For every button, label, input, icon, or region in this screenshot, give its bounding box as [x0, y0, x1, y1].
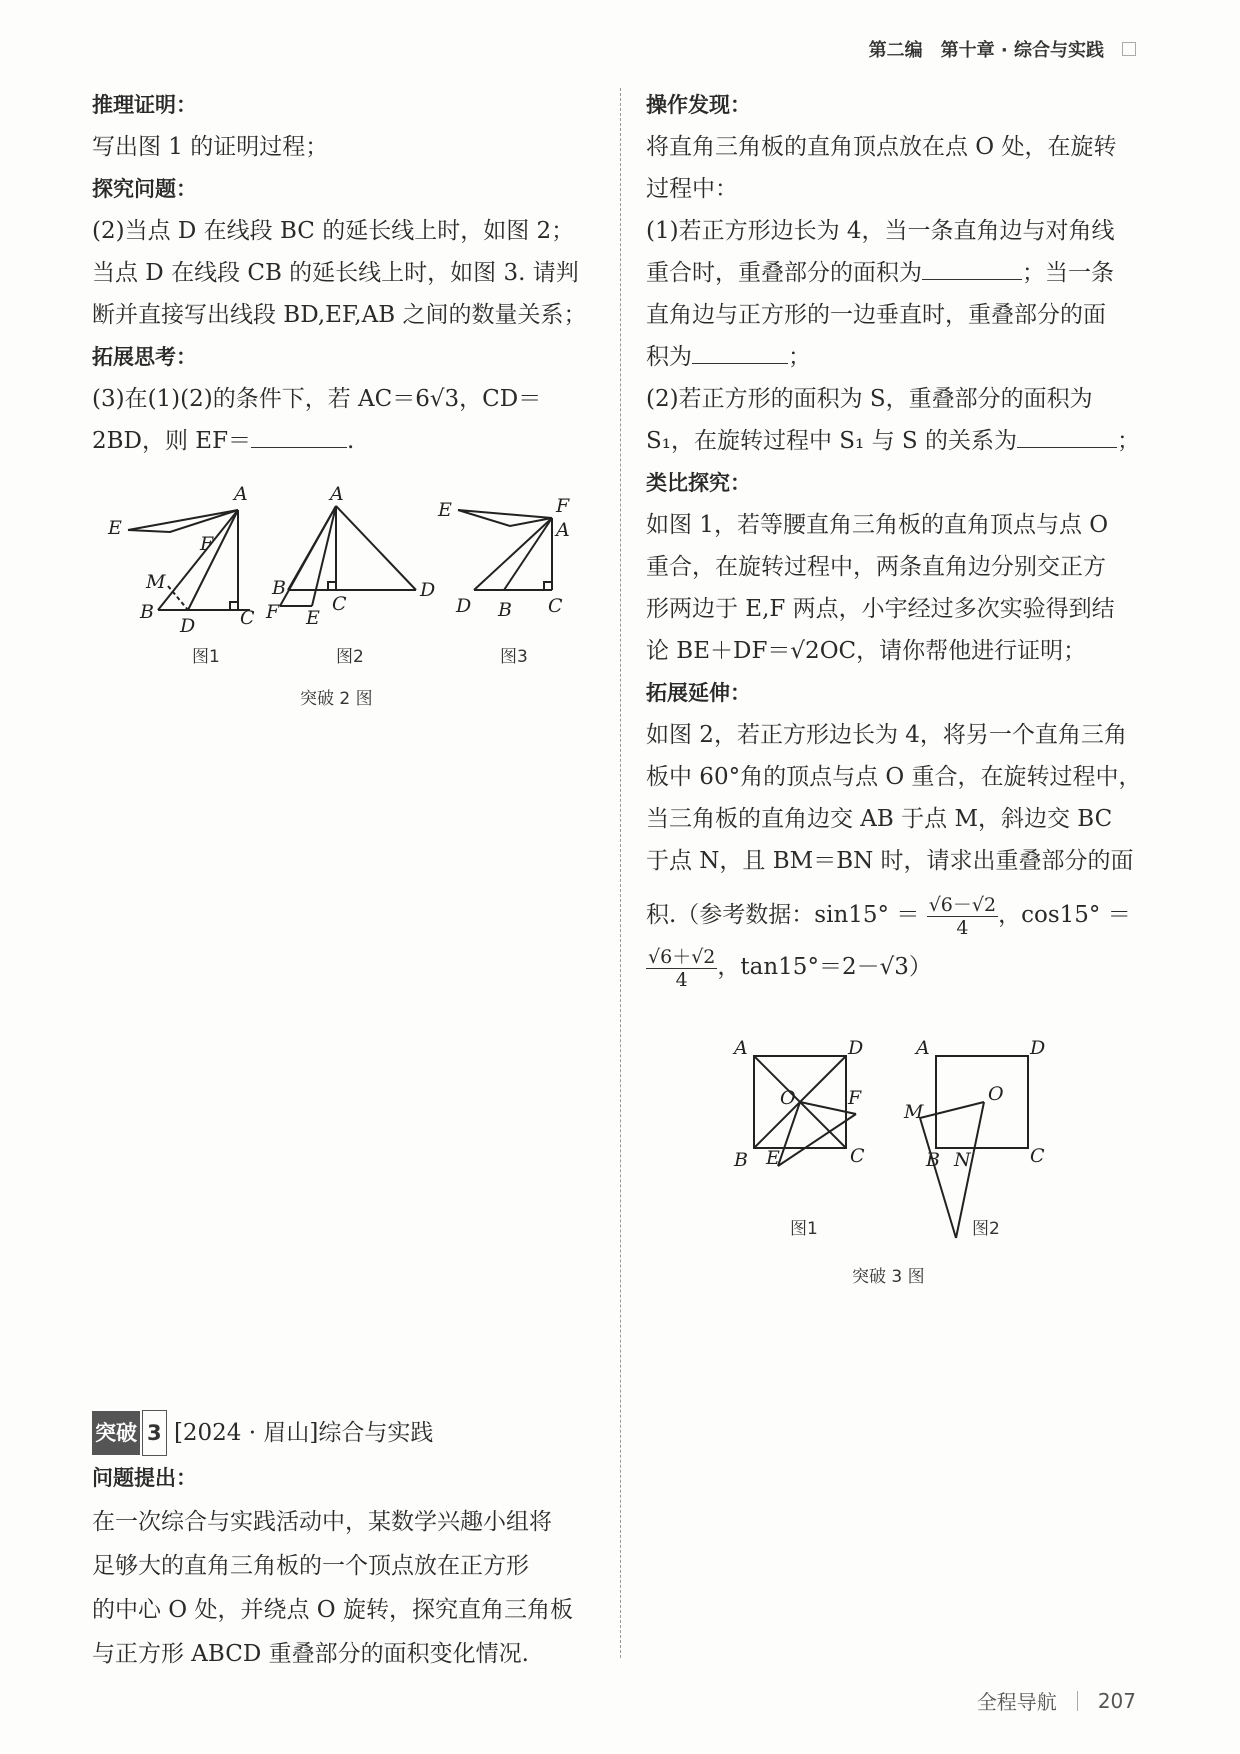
chapter-label: 第十章 · 综合与实践 — [940, 40, 1104, 61]
column-divider — [620, 88, 621, 1658]
q2-line2-a: S₁，在旋转过程中 S₁ 与 S 的关系为 — [646, 428, 1017, 454]
cos15-fraction — [646, 946, 717, 991]
text-q3-line1: (3)在(1)(2)的条件下，若 AC＝6√3，CD＝ — [92, 386, 542, 412]
cos15-numerator: √6＋√2 — [648, 945, 716, 968]
heading-proof: 推理证明： — [92, 93, 197, 117]
heading-extend: 拓展思考： — [92, 345, 197, 369]
f1-label-A: A — [734, 1040, 748, 1059]
sin15-fraction — [927, 894, 998, 939]
f2-label-D: D — [1030, 1040, 1046, 1059]
f2-line-MO — [920, 1102, 984, 1118]
fig1-label-F: F — [200, 533, 214, 555]
f1-label-O: O — [780, 1087, 796, 1109]
sec3-line1: 在一次综合与实践活动中，某数学兴趣小组将 — [92, 1509, 552, 1535]
q1-line2 — [646, 252, 1148, 294]
fig3-triangle-top — [458, 510, 552, 526]
fig3-label-E: E — [438, 499, 452, 521]
f2-caption: 图2 — [972, 1219, 1000, 1239]
fig1-line-AB — [158, 510, 238, 610]
fig2-label-D: D — [420, 579, 436, 601]
fig2-caption: 图2 — [336, 647, 364, 667]
fig3-label-F: F — [556, 495, 570, 517]
text-q3-end: . — [347, 428, 355, 454]
header-mark-icon — [1122, 42, 1136, 56]
ex-line1: 如图 2，若正方形边长为 4，将另一个直角三角 — [646, 722, 1127, 748]
fig3-label-C: C — [548, 595, 563, 617]
op-line2: 过程中： — [646, 176, 738, 202]
right-column — [646, 84, 1148, 994]
fig1-line-AD — [188, 510, 238, 610]
text-q2-line2: 当点 D 在线段 CB 的延长线上时，如图 3. 请判 — [92, 260, 579, 286]
f2-label-O: O — [988, 1083, 1004, 1105]
q2-line1: (2)若正方形的面积为 S，重叠部分的面积为 — [646, 386, 1093, 412]
sec3-line4: 与正方形 ABCD 重叠部分的面积变化情况. — [92, 1641, 529, 1667]
f2-label-M: M — [904, 1101, 924, 1123]
page-header — [869, 36, 1136, 62]
q1-line3: 直角边与正方形的一边垂直时，重叠部分的面 — [646, 302, 1106, 328]
fig2-labels — [265, 483, 435, 629]
an-line4: 论 BE＋DF＝√2OC，请你帮他进行证明； — [646, 638, 1087, 664]
fig1-label-M: M — [146, 571, 166, 593]
fig2-label-F: F — [266, 601, 280, 623]
left-column — [92, 84, 598, 462]
sin15-denominator: 4 — [956, 916, 969, 939]
sec3-title-line — [92, 1410, 602, 1456]
heading-extension: 拓展延伸： — [646, 681, 751, 705]
f1-label-D: D — [848, 1040, 864, 1059]
figure-breakthrough-3 — [730, 1040, 1070, 1260]
f2-line-hyp — [920, 1118, 956, 1238]
answer-blank-1[interactable] — [922, 257, 1022, 280]
q2-line2 — [646, 420, 1148, 462]
an-line3: 形两边于 E,F 两点，小宇经过多次实验得到结 — [646, 596, 1115, 622]
f2-label-N: N — [954, 1149, 971, 1171]
page-number: 207 — [1097, 1688, 1136, 1713]
heading-operation: 操作发现： — [646, 93, 751, 117]
answer-blank-2[interactable] — [692, 341, 788, 364]
fig1-triangle-top — [128, 510, 238, 532]
figure-title-3: 突破 3 图 — [852, 1267, 925, 1287]
fig1-caption: 图1 — [192, 647, 220, 667]
fig1-right-angle — [230, 602, 238, 610]
f1-label-E: E — [766, 1147, 780, 1169]
answer-blank[interactable] — [251, 425, 347, 448]
f2-label-A: A — [916, 1040, 930, 1059]
ex-line6-b: ，tan15°＝2－√3） — [717, 954, 932, 980]
q2-line2-b: ； — [1116, 428, 1140, 454]
an-line1: 如图 1，若等腰直角三角板的直角顶点与点 O — [646, 512, 1109, 538]
text-q2-line1: (2)当点 D 在线段 BC 的延长线上时，如图 2； — [92, 218, 575, 244]
fig3-label-D: D — [456, 595, 472, 617]
sec3-line2: 足够大的直角三角板的一个顶点放在正方形 — [92, 1553, 529, 1579]
fig2-right-angle — [328, 582, 336, 590]
figure-breakthrough-2-fig3 — [430, 482, 610, 682]
answer-blank-3[interactable] — [1017, 425, 1117, 448]
heading-explore: 探究问题： — [92, 177, 197, 201]
an-line2: 重合，在旋转过程中，两条直角边分别交正方 — [646, 554, 1106, 580]
footer-brand: 全程导航 — [976, 1690, 1057, 1714]
sin15-numerator: √6－√2 — [928, 893, 997, 916]
fig3-right-angle — [544, 582, 552, 590]
f1-caption: 图1 — [790, 1219, 818, 1239]
f2-label-C: C — [1030, 1145, 1045, 1167]
fig1-label-A: A — [234, 483, 248, 505]
sec3-line3: 的中心 O 处，并绕点 O 旋转，探究直角三角板 — [92, 1597, 573, 1623]
fig1-label-E: E — [108, 517, 122, 539]
text-proof: 写出图 1 的证明过程； — [92, 134, 329, 160]
text-q3-line2 — [92, 420, 598, 462]
f1-label-B: B — [734, 1149, 748, 1171]
figure-title-2: 突破 2 图 — [300, 689, 373, 709]
fig3-caption: 图3 — [500, 647, 528, 667]
fig2-label-C: C — [332, 593, 347, 615]
q1-line4-b: ； — [788, 344, 811, 370]
heading-problem: 问题提出： — [92, 1466, 197, 1490]
f1-label-F: F — [848, 1087, 862, 1109]
ex-line6 — [646, 940, 1148, 994]
breakthrough-badge — [92, 1410, 167, 1456]
sec3-source: [2024 · 眉山]综合与实践 — [173, 1420, 434, 1446]
text-q3-line2-a: 2BD，则 EF＝ — [92, 428, 252, 454]
fig1-label-B: B — [140, 601, 154, 623]
part-label: 第二编 — [868, 40, 923, 61]
fig3-label-A: A — [556, 519, 570, 541]
footer-separator — [1077, 1691, 1078, 1711]
fig2-line-AD — [336, 506, 416, 590]
q1-line4 — [646, 336, 1148, 378]
ex-line5-a: 积.（参考数据：sin15° ＝ — [646, 902, 920, 928]
heading-analogy: 类比探究： — [646, 471, 751, 495]
fig2-label-A: A — [330, 483, 344, 505]
f2-label-B: B — [926, 1149, 940, 1171]
fig1-label-D: D — [180, 615, 196, 637]
page-footer — [977, 1686, 1136, 1715]
f1-label-C: C — [850, 1145, 865, 1167]
fig3-line-AD — [474, 518, 552, 590]
breakthrough-3-section — [92, 1410, 602, 1676]
f1-line-hyp — [778, 1114, 856, 1166]
fig1-labels — [107, 483, 255, 637]
text-q2-line3: 断并直接写出线段 BD,EF,AB 之间的数量关系； — [92, 302, 587, 328]
ex-line4: 于点 N，且 BM＝BN 时，请求出重叠部分的面 — [646, 848, 1134, 874]
ex-line5 — [646, 890, 1148, 940]
figure-breakthrough-2 — [100, 482, 480, 722]
ex-line5-b: ，cos15° ＝ — [998, 902, 1131, 928]
fig3-line-AB — [504, 518, 552, 590]
fig2-label-E: E — [306, 607, 320, 629]
q1-line2-b: ；当一条 — [1022, 260, 1114, 286]
ex-line2: 板中 60°角的顶点与点 O 重合，在旋转过程中， — [646, 764, 1142, 790]
fig1-line-MD — [168, 586, 188, 610]
cos15-denominator: 4 — [675, 968, 688, 991]
ex-line3: 当三角板的直角边交 AB 于点 M，斜边交 BC — [646, 806, 1113, 832]
q1-line4-a: 积为 — [646, 344, 692, 370]
fig2-label-B: B — [272, 577, 286, 599]
fig3-label-B: B — [498, 599, 512, 621]
badge-label: 突破 — [92, 1411, 140, 1455]
badge-number: 3 — [142, 1410, 167, 1456]
q1-line1: (1)若正方形边长为 4，当一条直角边与对角线 — [646, 218, 1115, 244]
q1-line2-a: 重合时，重叠部分的面积为 — [646, 260, 922, 286]
op-line1: 将直角三角板的直角顶点放在点 O 处，在旋转 — [646, 134, 1117, 160]
fig1-label-C: C — [240, 607, 255, 629]
